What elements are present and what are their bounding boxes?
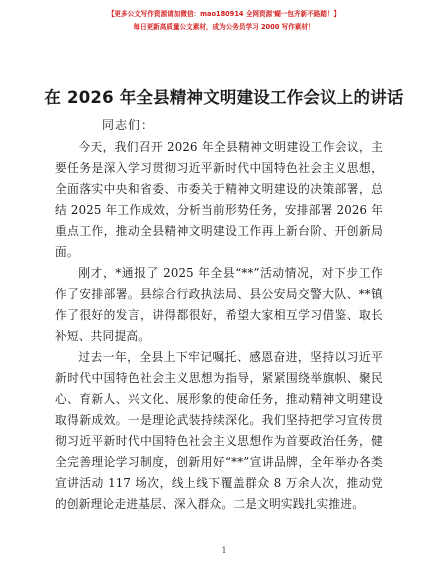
body-paragraph-1: 今天，我们召开 2026 年全县精神文明建设工作会议，主要任务是深入学习贯彻习近平新时代中国特色社会主义思想，全面落实中央和省委、市委关于精神文明建设的决策部署，总结 2025 年工作成效，分析当前形势任务，安排部署 2026 年重点工作，推动全县精神文明建设工作再上新台阶、开创新局面。 <box>55 140 383 259</box>
page-number: 1 <box>221 546 227 555</box>
promo-banner-line-1: 【更多公文写作资源请加微信：mao180914 全网资源'蝴一包齐新不路踏！】 <box>107 10 341 18</box>
salutation: 同志们： <box>102 118 155 132</box>
promo-banner-line-2: 每日更新高质量公文素材，成为公务员学习 2000 写作素材！ <box>133 23 315 31</box>
body-paragraph-3: 过去一年，全县上下牢记嘱托、感恩奋进，坚持以习近平新时代中国特色社会主义思想为指导，紧紧围绕举旗帜、聚民心、育新人、兴文化、展形象的使命任务，推动精神文明建设取得新成效。一是理论武装持续深化。我们坚持把学习宣传贯彻习近平新时代中国特色社会主义思想作为首要政治任务，健全完善理论学习制度，创新用好“**”宣讲品牌，全年举办各类宣讲活动 117 场次，线上线下覆盖群众 8 万余人次，推动党的创新理论走进基层、深入群众。二是文明实践扎实推进。 <box>55 350 383 511</box>
promo-banner <box>0 8 448 34</box>
body-paragraph-2: 刚才，*通报了 2025 年全县“**”活动情况，对下步工作作了安排部署。县综合行政执法局、县公安局交警大队、**镇作了很好的发言，讲得都很好，希望大家相互学习借鉴、取长补短、共同提高。 <box>55 266 383 343</box>
document-title: 在 2026 年全县精神文明建设工作会议上的讲话 <box>44 88 404 107</box>
